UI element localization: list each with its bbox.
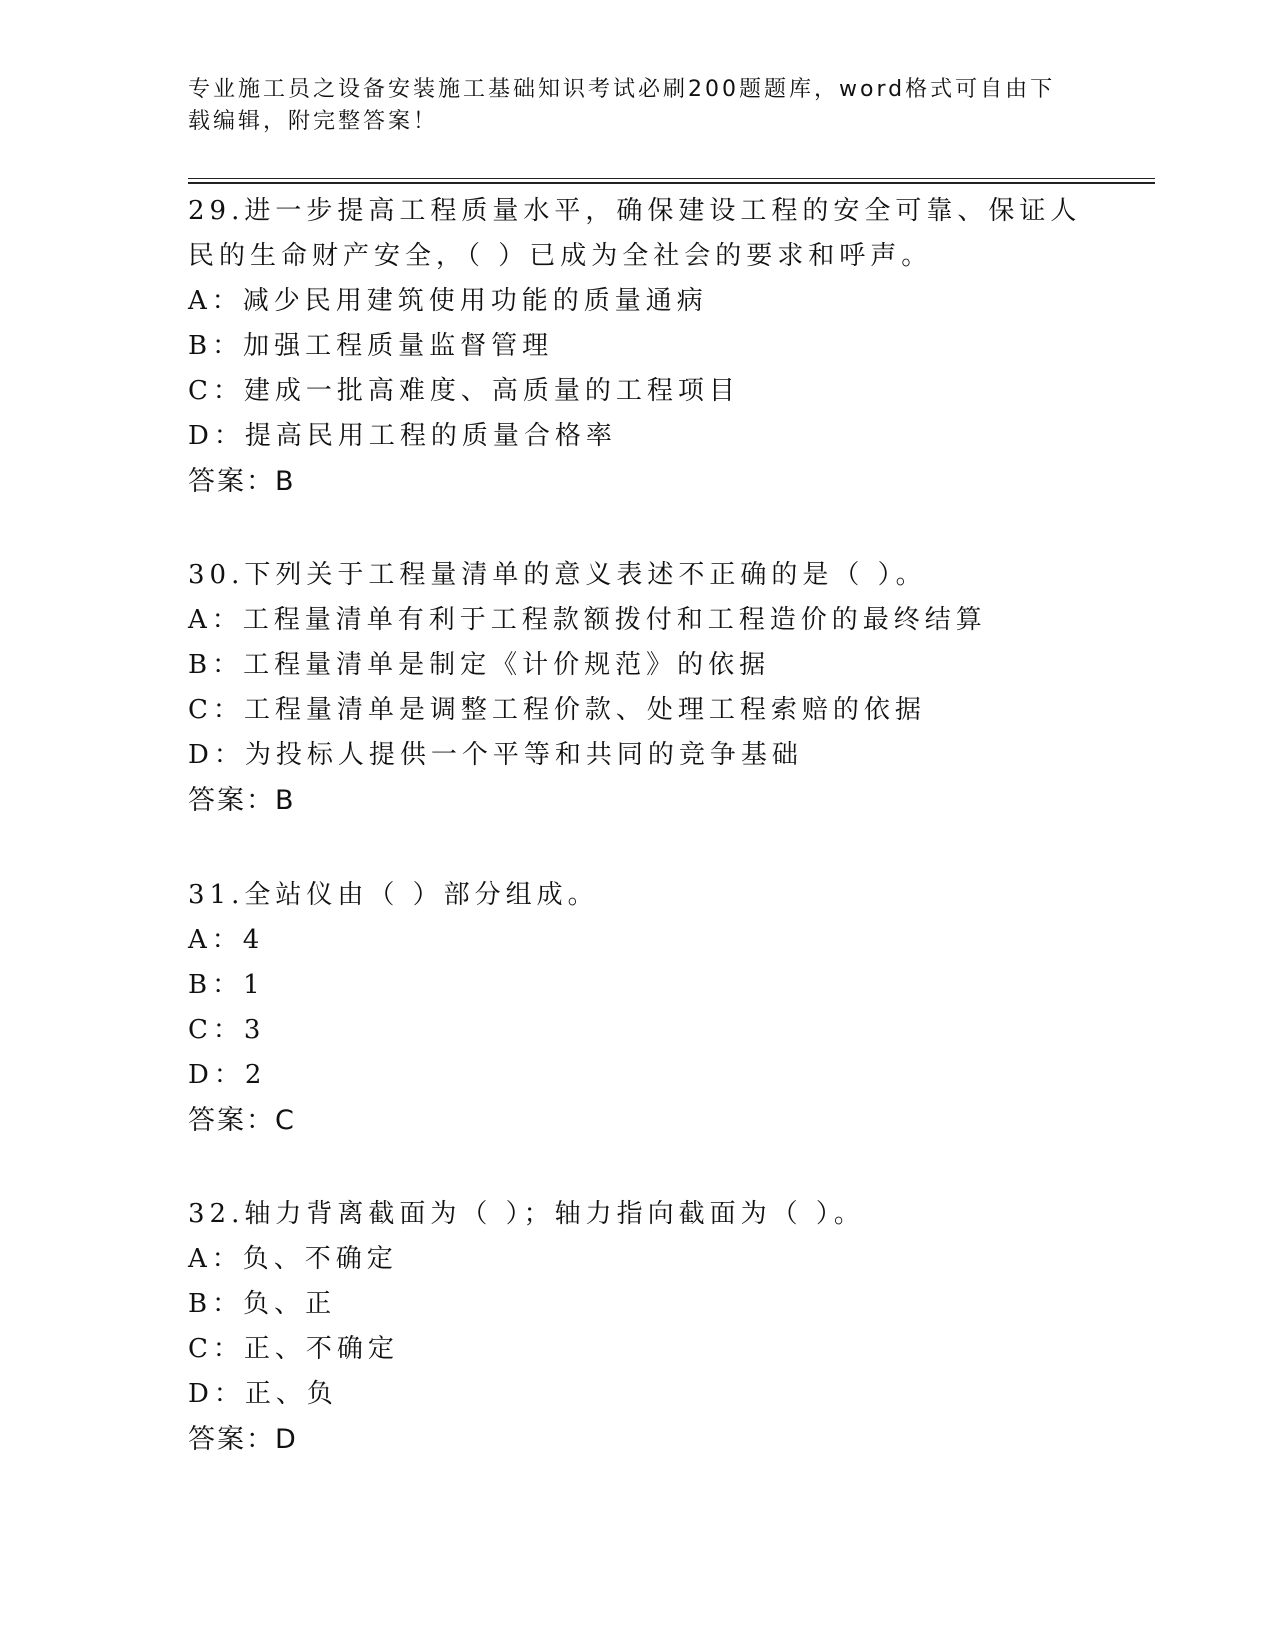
option-b: B：1 [188, 970, 265, 1000]
option-c: C：建成一批高难度、高质量的工程项目 [188, 376, 740, 406]
question-stem: 29.进一步提高工程质量水平，确保建设工程的安全可靠、保证人民的生命财产安全，（ ）已成为全社会的要求和呼声。 [188, 196, 1082, 271]
option-b: B：负、正 [188, 1289, 337, 1319]
answer-line: 答案：C [188, 1105, 296, 1136]
question-32 [188, 1192, 1088, 1462]
option-d: D：2 [188, 1060, 267, 1090]
option-a: A：减少民用建筑使用功能的质量通病 [188, 286, 708, 316]
option-d: D：正、负 [188, 1379, 338, 1409]
option-a: A：4 [188, 925, 265, 955]
header-divider-thick [188, 182, 1155, 184]
header-title: 专业施工员之设备安装施工基础知识考试必刷200题题库，word格式可自由下载编辑，附完整答案！ [188, 77, 1056, 134]
option-a: A：负、不确定 [188, 1244, 398, 1274]
question-30 [188, 553, 1088, 823]
question-29 [188, 189, 1088, 504]
answer-line: 答案：B [188, 466, 296, 497]
option-b: B：工程量清单是制定《计价规范》的依据 [188, 650, 771, 680]
answer-line: 答案：D [188, 1424, 298, 1455]
question-stem: 31.全站仪由（ ）部分组成。 [188, 880, 599, 910]
question-stem: 30.下列关于工程量清单的意义表述不正确的是（ ）。 [188, 560, 927, 590]
document-header [188, 74, 1068, 138]
header-divider-thin [188, 178, 1155, 179]
option-c: C：工程量清单是调整工程价款、处理工程索赔的依据 [188, 695, 926, 725]
option-b: B：加强工程质量监督管理 [188, 331, 554, 361]
question-31 [188, 873, 1088, 1143]
option-d: D：提高民用工程的质量合格率 [188, 421, 617, 451]
answer-line: 答案：B [188, 785, 296, 816]
option-c: C：正、不确定 [188, 1334, 399, 1364]
option-c: C：3 [188, 1015, 266, 1045]
option-d: D：为投标人提供一个平等和共同的竞争基础 [188, 740, 803, 770]
option-a: A：工程量清单有利于工程款额拨付和工程造价的最终结算 [188, 605, 987, 635]
question-stem: 32.轴力背离截面为（ ）；轴力指向截面为（ ）。 [188, 1199, 865, 1229]
